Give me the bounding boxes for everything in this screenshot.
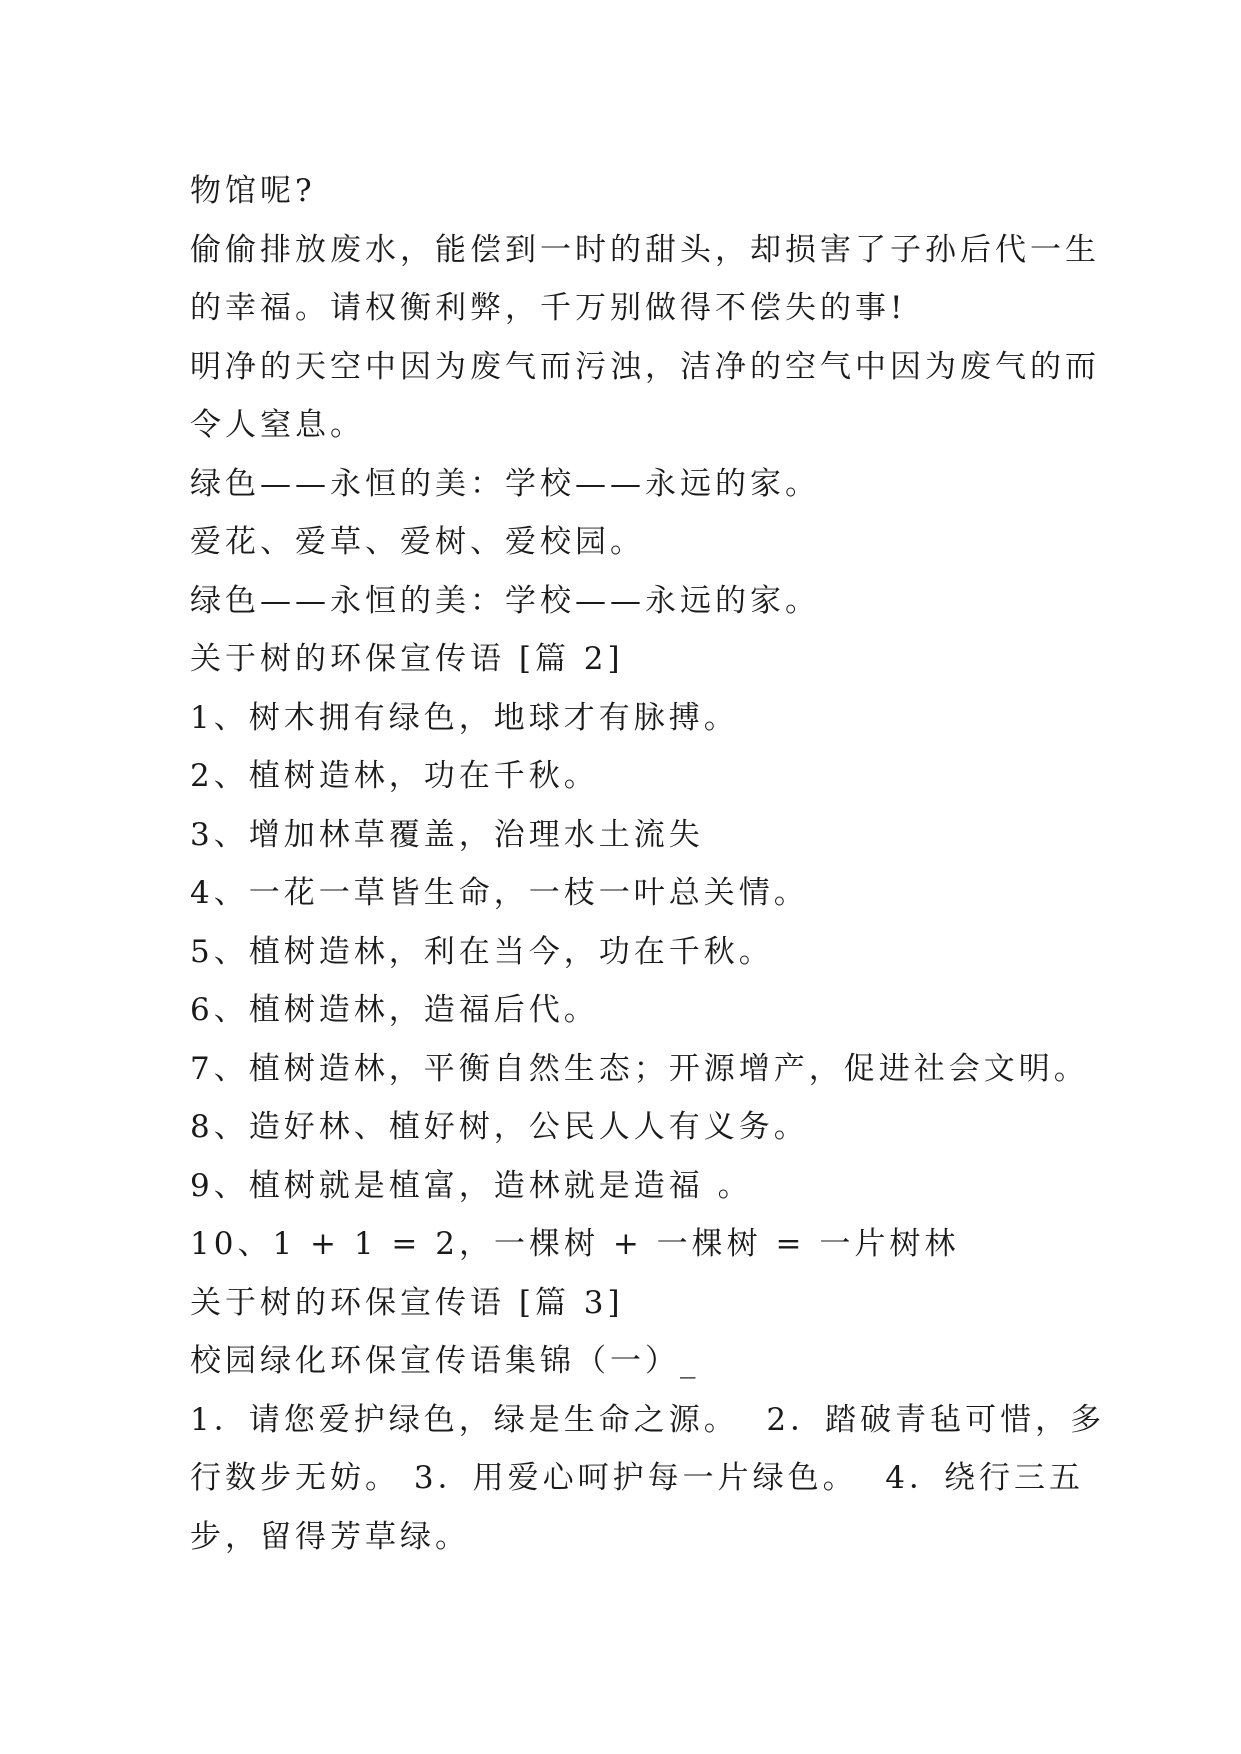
list-item: 4、一花一草皆生命，一枝一叶总关情。 <box>190 875 809 911</box>
text-line: 爱花、爱草、爱树、爱校园。 <box>190 524 645 560</box>
list-item: 8、造好林、植好树，公民人人有义务。 <box>190 1109 809 1145</box>
list-item: 5、植树造林，利在当今，功在千秋。 <box>190 933 774 970</box>
text-line: 绿色——永恒的美：学校——永远的家。 <box>190 465 820 502</box>
text-line: 绿色——永恒的美：学校——永远的家。 <box>190 582 820 619</box>
list-item: 9、植树就是植富，造林就是造福 。 <box>190 1167 753 1204</box>
text-line: 偷偷排放废水，能偿到一时的甜头，却损害了子孙后代一生 <box>190 231 1100 268</box>
text-line: 行数步无妨。 3．用爱心呵护每一片绿色。 4．绕行三五 <box>190 1460 1085 1496</box>
list-item: 6、植树造林，造福后代。 <box>190 992 599 1028</box>
subsection-heading: 校园绿化环保宣传语集锦（一）_ <box>190 1343 700 1379</box>
list-item: 3、增加林草覆盖，治理水土流失 <box>190 816 704 853</box>
text-line: 步，留得芳草绿。 <box>190 1518 470 1555</box>
section-heading: 关于树的环保宣传语 [篇 2] <box>190 641 624 677</box>
list-item: 10、1 + 1 = 2，一棵树 + 一棵树 = 一片树林 <box>190 1226 960 1262</box>
text-line: 1．请您爱护绿色，绿是生命之源。 2．踏破青毡可惜，多 <box>190 1401 1106 1438</box>
document-body <box>190 162 1106 1566</box>
text-line: 明净的天空中因为废气而污浊，洁净的空气中因为废气的而 <box>190 348 1100 385</box>
list-item: 7、植树造林，平衡自然生态；开源增产，促进社会文明。 <box>190 1050 1089 1087</box>
text-line: 的幸福。请权衡利弊，千万别做得不偿失的事! <box>190 290 907 326</box>
text-line: 令人窒息。 <box>190 407 365 443</box>
list-item: 2、植树造林，功在千秋。 <box>190 758 599 794</box>
section-heading: 关于树的环保宣传语 [篇 3] <box>190 1284 624 1321</box>
text-line: 物馆呢? <box>190 173 316 209</box>
list-item: 1、树木拥有绿色，地球才有脉搏。 <box>190 699 739 736</box>
